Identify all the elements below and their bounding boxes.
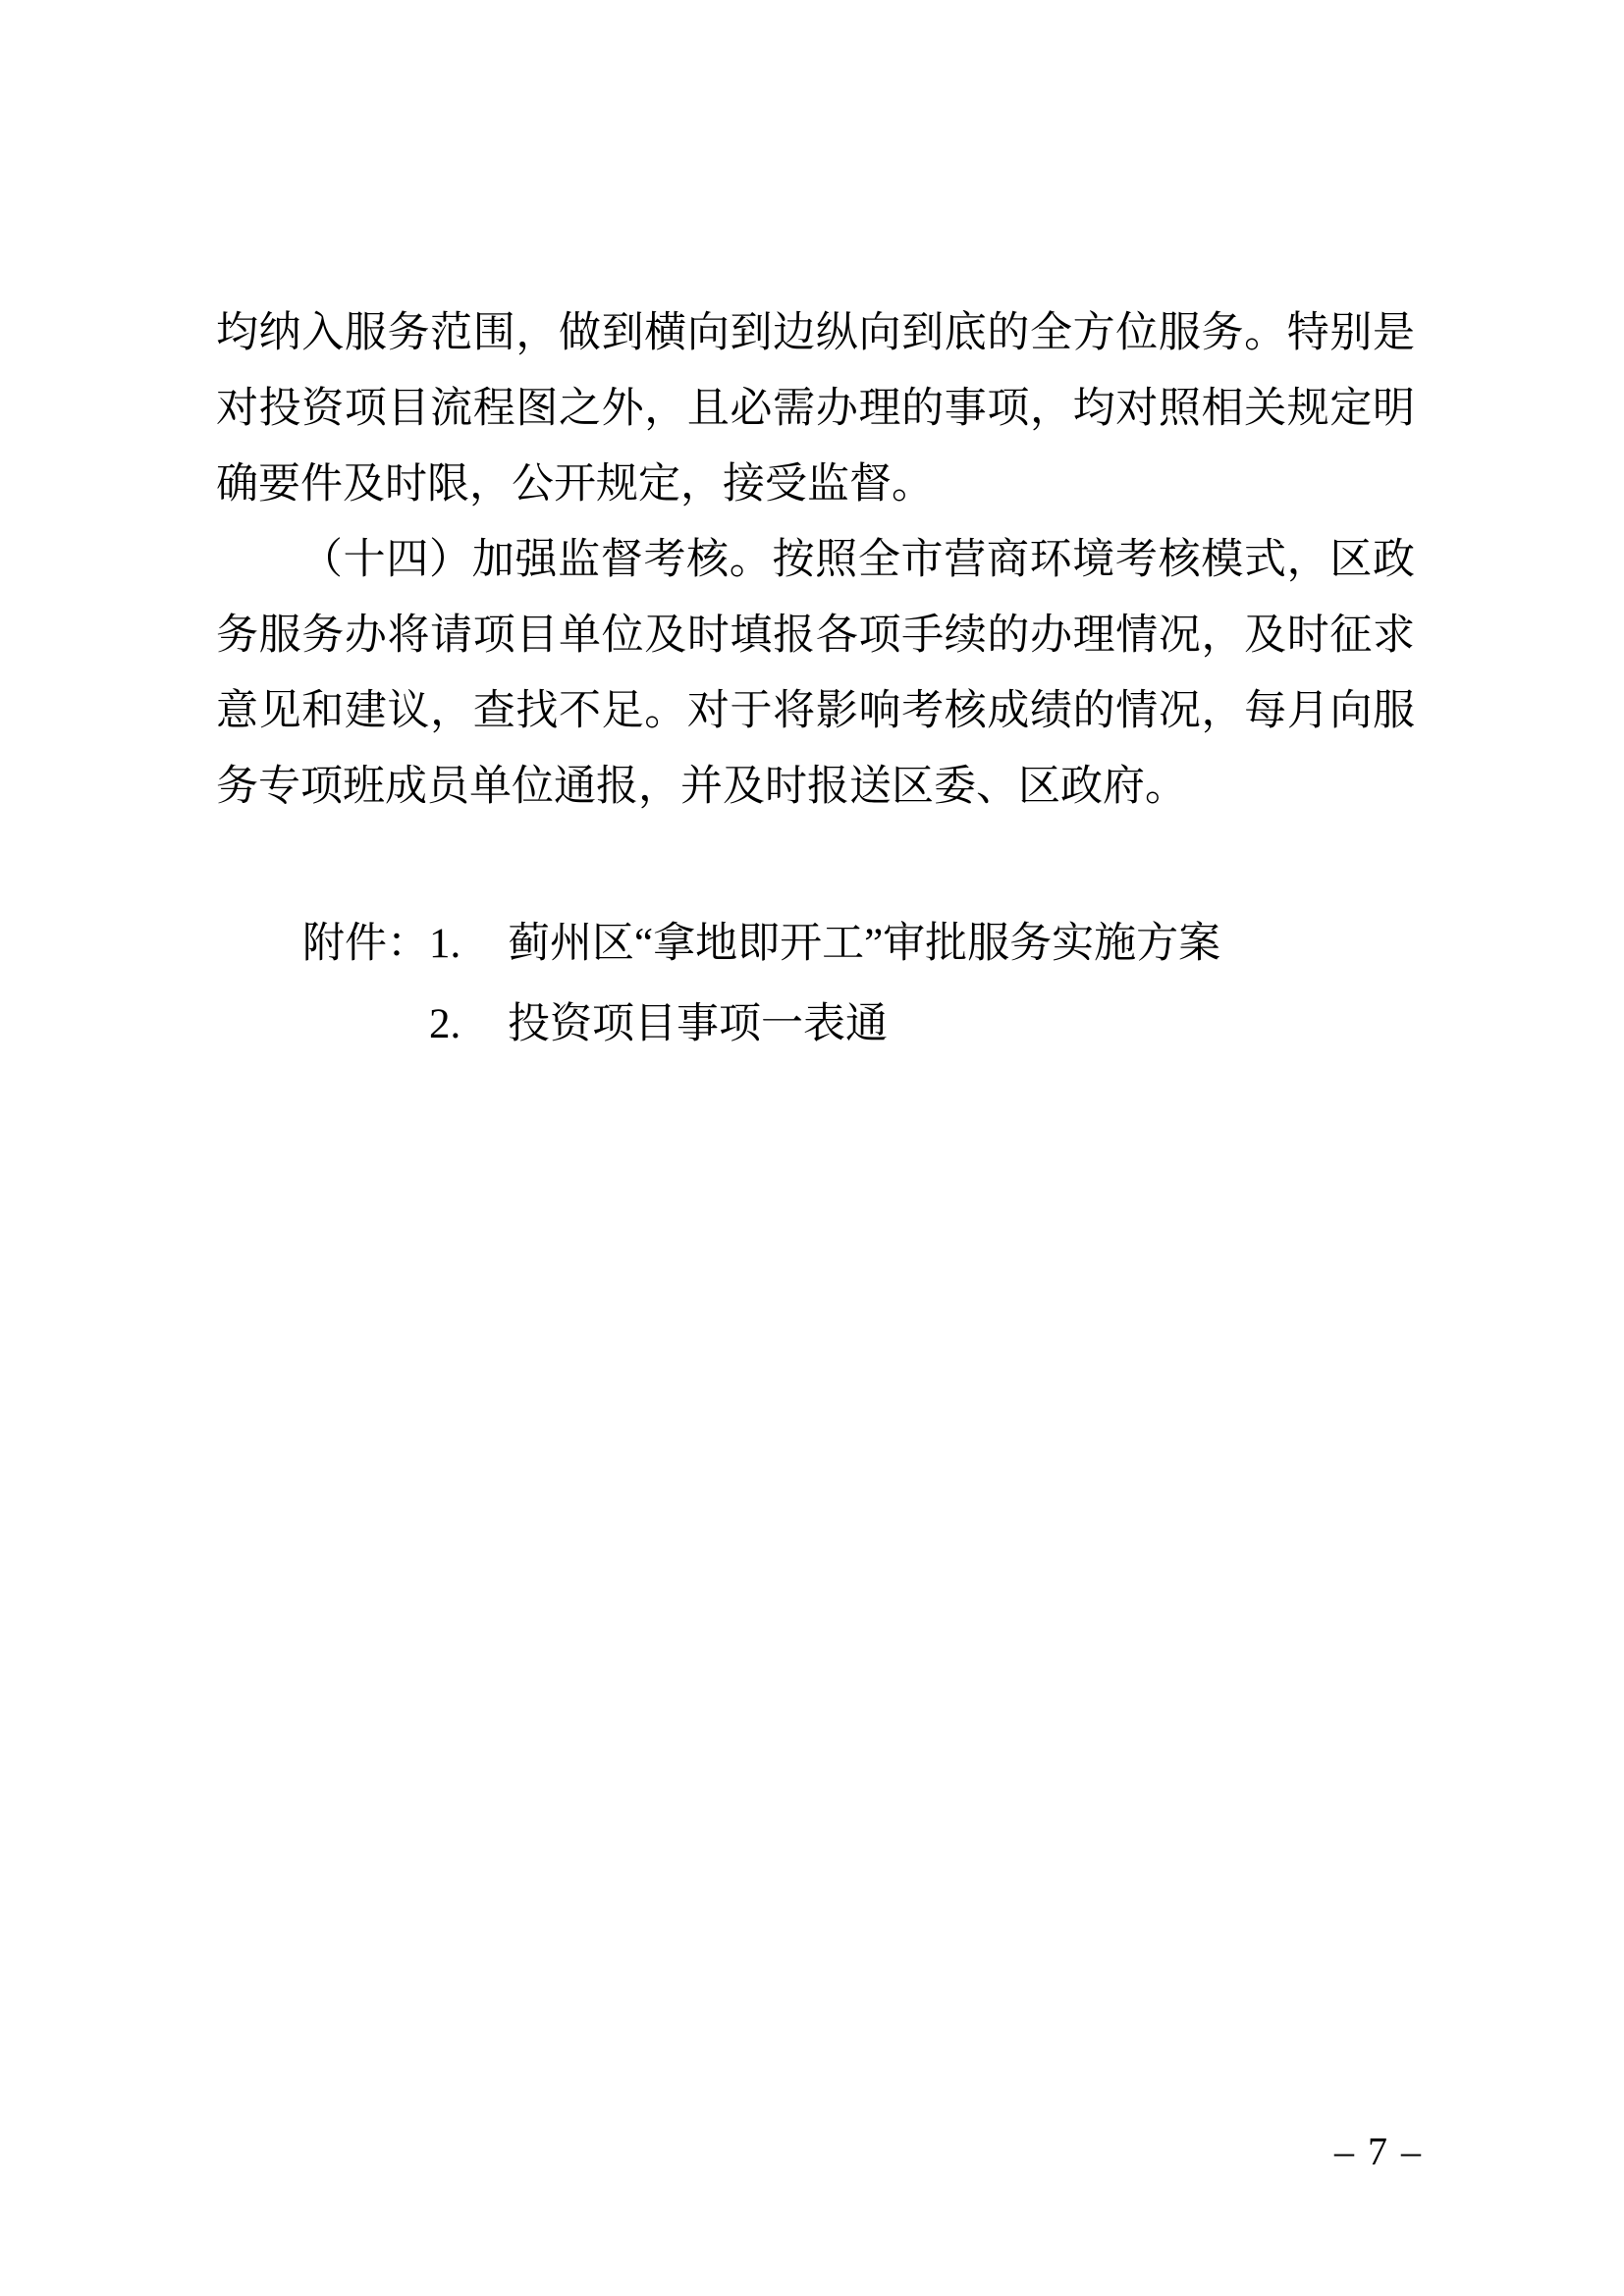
page-number: – 7 – xyxy=(1334,2129,1423,2173)
body-text-line: 务专项班成员单位通报，并及时报送区委、区政府。 xyxy=(216,764,1187,810)
attachments-section xyxy=(216,904,1415,1065)
attachment-item-title: 投资项目事项一表通 xyxy=(508,1001,888,1047)
attachment-item xyxy=(216,985,1415,1065)
paragraph-continuation xyxy=(216,295,1415,522)
attachment-item-number: 1. xyxy=(429,921,461,967)
document-body xyxy=(216,295,1415,825)
attachment-item xyxy=(216,904,1415,985)
attachment-item-number: 2. xyxy=(429,1001,461,1047)
attachment-item-title: 蓟州区“拿地即开工”审批服务实施方案 xyxy=(508,921,1221,967)
body-text-line: （十四）加强监督考核。按照全市营商环境考核模式，区政 xyxy=(300,537,1415,583)
body-text-line: 确要件及时限，公开规定，接受监督。 xyxy=(216,461,934,507)
attachment-label: 附件： xyxy=(302,921,429,967)
paragraph-item-14 xyxy=(216,522,1415,825)
body-text-line: 意见和建议，查找不足。对于将影响考核成绩的情况，每月向服 xyxy=(216,688,1415,734)
body-text-line: 对投资项目流程图之外，且必需办理的事项，均对照相关规定明 xyxy=(216,386,1415,432)
body-text-line: 均纳入服务范围，做到横向到边纵向到底的全方位服务。特别是 xyxy=(216,310,1415,356)
body-text-line: 务服务办将请项目单位及时填报各项手续的办理情况，及时征求 xyxy=(216,613,1415,659)
